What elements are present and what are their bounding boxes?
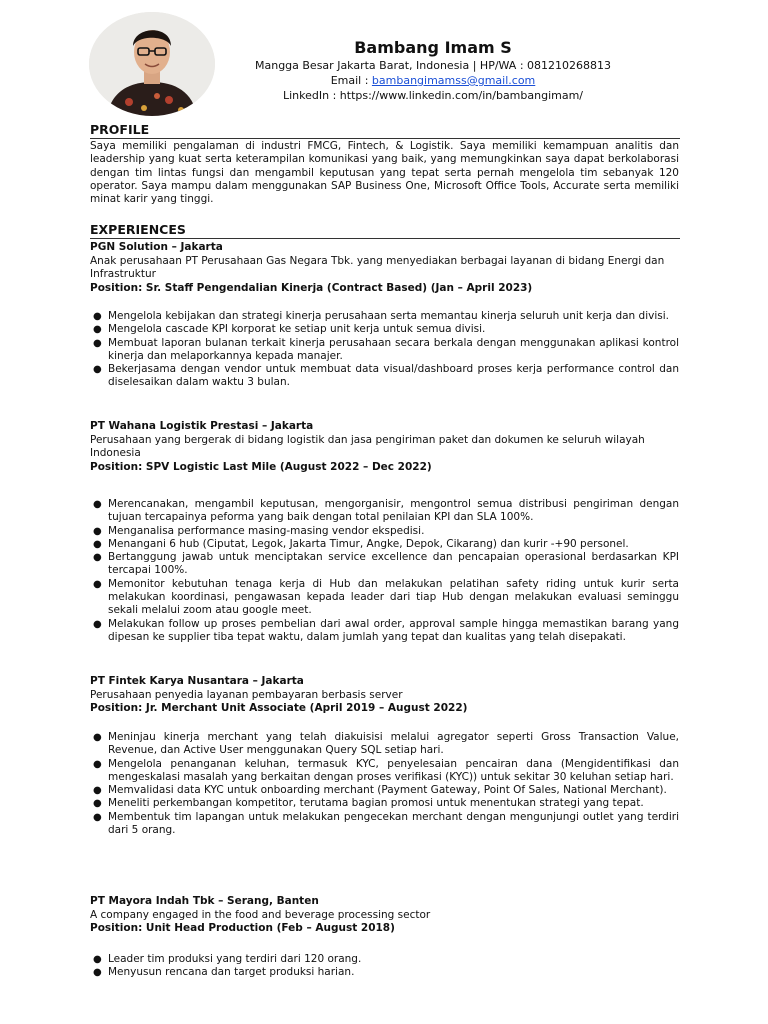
contact-header xyxy=(215,38,651,103)
list-item: ● Menangani 6 hub (Ciputat, Legok, Jakarta Timur, Angke, Depok, Cikarang) dan kurir -+90 personel. xyxy=(93,537,629,550)
list-item: ● Menyusun rencana dan target produksi harian. xyxy=(93,966,355,979)
job-company: PT Mayora Indah Tbk – Serang, Banten xyxy=(90,895,319,907)
list-item: ● Meneliti perkembangan kompetitor, terutama bagian promosi untuk menentukan strategi yang tepat. xyxy=(93,797,644,810)
email-label: Email : xyxy=(330,74,372,87)
list-item: ● Meninjau kinerja merchant yang telah diakuisisi melalui agregator seperti Gross Transaction Value, Revenue, dan Active User menggunakan Query SQL setiap hari. xyxy=(93,731,679,757)
bullet-icon: ● xyxy=(93,578,102,590)
job-description: A company engaged in the food and beverage processing sector xyxy=(90,908,431,921)
candidate-name: Bambang Imam S xyxy=(354,38,512,57)
email-link[interactable]: bambangimamss@gmail.com xyxy=(371,74,536,87)
job-description: Anak perusahaan PT Perusahaan Gas Negara Tbk. yang menyediakan berbagai layanan di bidang Energi dan Infrastruktur xyxy=(90,254,665,280)
list-item: ● Bertanggung jawab untuk menciptakan service excellence dan pencapaian operasional berdasarkan KPI tercapai 100%. xyxy=(93,551,679,577)
job-company: PT Wahana Logistik Prestasi – Jakarta xyxy=(90,420,314,432)
list-item: ● Membuat laporan bulanan terkait kinerja perusahaan secara berkala dengan menggunakan aplikasi kontrol kinerja dan melaporkannya kepada manajer. xyxy=(93,336,679,362)
bullet-icon: ● xyxy=(93,732,102,743)
address-phone: Mangga Besar Jakarta Barat, Indonesia | HP/WA : 081210268813 xyxy=(254,59,612,72)
job-bullets-wahana xyxy=(90,498,679,644)
list-item: ● Memonitor kebutuhan tenaga kerja di Hub dan melakukan pelatihan safety riding untuk kurir serta melakukan koordinasi, pengawasan kepada leader dari tiap Hub dengan melakukan evaluasi seminggu sekali melalui zoom atau google meet. xyxy=(93,577,679,617)
list-item: ● Mengelola kebijakan dan strategi kinerja perusahaan serta memantau kinerja seluruh unit kerja dan divisi. xyxy=(93,310,669,322)
bullet-icon: ● xyxy=(93,954,102,965)
list-item: ● Bekerjasama dengan vendor untuk membuat data visual/dashboard proses kerja performance control dan diselesaikan dalam waktu 3 bulan. xyxy=(93,363,679,389)
bullet-icon: ● xyxy=(93,552,102,564)
bullet-icon: ● xyxy=(93,618,102,630)
job-pgn-solution xyxy=(90,241,679,295)
bullet-icon: ● xyxy=(93,311,102,322)
job-company: PT Fintek Karya Nusantara – Jakarta xyxy=(90,675,304,687)
experiences-heading: EXPERIENCES xyxy=(90,222,680,239)
bullet-icon: ● xyxy=(93,967,102,979)
profile-text: Saya memiliki pengalaman di industri FMCG, Fintech, & Logistik. Saya memiliki kemampuan analitis dan leadership yang kuat serta keterampilan komunikasi yang baik, yang memungkinkan saya dapat berkolaborasi dengan tim lintas fungsi dan mengambil keputusan yang tepat serta pernah mengelola tim sebanyak 120 operator. Saya mampu dalam menggunakan SAP Business One, Microsoft Office Tools, Accurate serta memiliki minat karir yang tinggi. xyxy=(90,140,679,206)
email-line xyxy=(215,73,651,88)
job-description: Perusahaan yang bergerak di bidang logistik dan jasa pengiriman paket dan dokumen ke seluruh wilayah Indonesia xyxy=(90,433,645,459)
bullet-icon: ● xyxy=(93,758,102,770)
bullet-icon: ● xyxy=(93,811,102,823)
job-description: Perusahaan penyedia layanan pembayaran berbasis server xyxy=(90,688,403,701)
bullet-icon: ● xyxy=(93,538,102,550)
bullet-icon: ● xyxy=(93,499,102,510)
bullet-icon: ● xyxy=(93,798,102,810)
job-bullets-fintek xyxy=(90,731,679,837)
job-position: Position: SPV Logistic Last Mile (August 2022 – Dec 2022) xyxy=(90,460,432,473)
profile-photo xyxy=(89,12,215,116)
job-fintek-karya xyxy=(90,675,679,716)
list-item: ● Membentuk tim lapangan untuk melakukan pengecekan merchant dengan mengunjungi outlet yang terdiri dari 5 orang. xyxy=(93,810,679,837)
job-wahana-logistik xyxy=(90,420,679,474)
bullet-icon: ● xyxy=(93,525,102,537)
job-bullets-pgn xyxy=(90,310,679,390)
bullet-icon: ● xyxy=(93,324,102,336)
person-photo-icon xyxy=(89,12,215,116)
job-position: Position: Jr. Merchant Unit Associate (April 2019 – August 2022) xyxy=(90,702,468,714)
profile-heading: PROFILE xyxy=(90,122,680,139)
list-item: ● Menganalisa performance masing-masing vendor ekspedisi. xyxy=(93,524,425,537)
list-item: ● Mengelola penanganan keluhan, termasuk KYC, penyelesaian pencairan dana (Mengidentifikasi dan mengeskalasi masalah yang berkaitan dengan proses verifikasi (KYC)) untuk sekitar 30 keluhan setiap hari. xyxy=(93,757,679,783)
job-position: Position: Unit Head Production (Feb – August 2018) xyxy=(90,922,395,934)
linkedin-line[interactable]: LinkedIn : https://www.linkedin.com/in/bambangimam/ xyxy=(282,89,584,102)
list-item: ● Merencanakan, mengambil keputusan, mengorganisir, mengontrol semua distribusi pengiriman dengan tujuan tercapainya peforma yang baik dengan total penilaian KPI dan SLA 100%. xyxy=(93,498,679,524)
bullet-icon: ● xyxy=(93,785,102,797)
list-item: ● Mengelola cascade KPI korporat ke setiap unit kerja untuk semua divisi. xyxy=(93,323,486,336)
job-bullets-mayora xyxy=(90,953,679,980)
job-position: Position: Sr. Staff Pengendalian Kinerja (Contract Based) (Jan – April 2023) xyxy=(90,281,533,294)
job-mayora-indah xyxy=(90,895,679,936)
job-company: PGN Solution – Jakarta xyxy=(90,241,223,253)
bullet-icon: ● xyxy=(93,337,102,349)
list-item: ● Leader tim produksi yang terdiri dari 120 orang. xyxy=(93,953,362,965)
list-item: ● Melakukan follow up proses pembelian dari awal order, approval sample hingga memastikan barang yang dipesan ke supplier tiba tepat waktu, dalam jumlah yang tepat dan kualitas yang telah disepakati. xyxy=(93,617,679,643)
bullet-icon: ● xyxy=(93,364,102,376)
list-item: ● Memvalidasi data KYC untuk onboarding merchant (Payment Gateway, Point Of Sales, National Merchant). xyxy=(93,784,667,797)
